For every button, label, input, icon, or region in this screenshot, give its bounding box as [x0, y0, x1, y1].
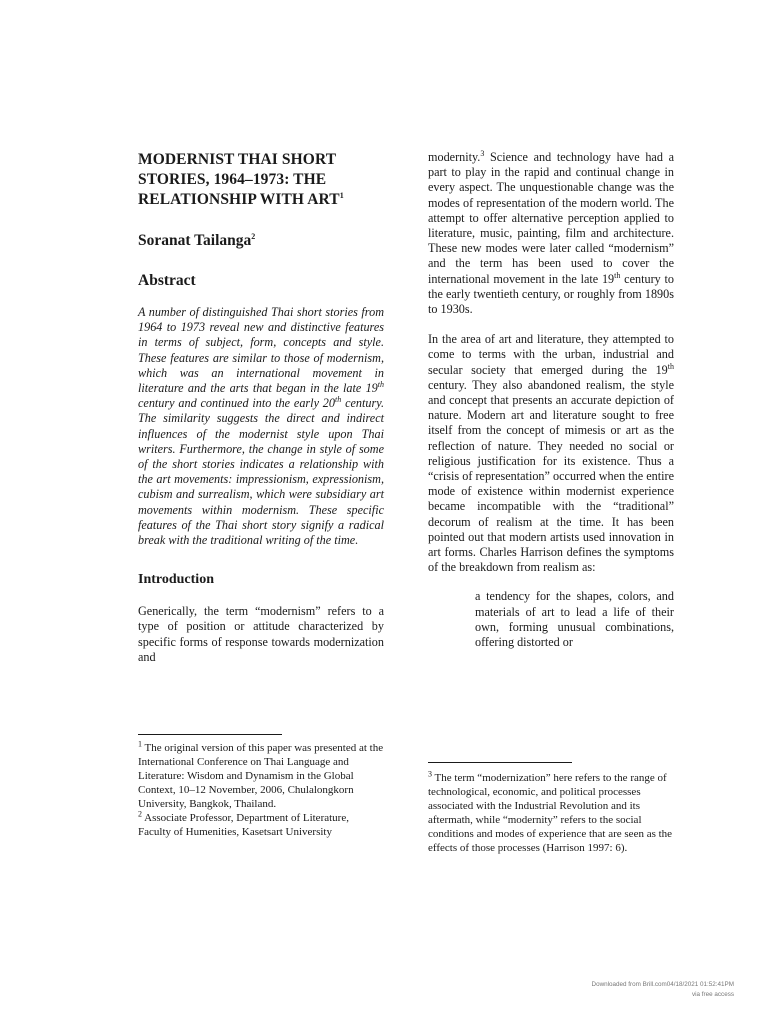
abstract-text	[138, 305, 384, 548]
right-p2-a: In the area of art and literature, they attempted to come to terms with the urban, industrial and secular society that emerged during the 19	[428, 332, 674, 377]
footnote-3	[428, 771, 674, 855]
abstract-sup-b: th	[335, 395, 342, 405]
footnote-3-mark: 3	[428, 769, 432, 779]
right-p1-b: Science and technology have had a part to play in the rapid and continual change in every aspect. The unquestionable change was the modes of representation of the modern world. The attempt to offer alternative perception applied to literature, music, painting, film and architecture. These new modes were later called “modernism” and the term has been used to cover the international movement in the late 19	[428, 150, 674, 286]
block-quote: a tendency for the shapes, colors, and materials of art to lead a life of their own, forming unusual combinations, offering distorted or	[475, 589, 674, 650]
footnote-3-text: The term “modernization” here refers to the range of technological, economic, and political processes associated with the Industrial Revolution and its aftermath, while “modernity” refers to the social conditions and modes of experience that are seen as the effects of those processes (Harrison 1997: 6).	[428, 772, 673, 854]
footnote-2-text: Associate Professor, Department of Literature, Faculty of Humenities, Kasetsart University	[138, 812, 349, 838]
footnote-3-ref-mark[interactable]: 3	[480, 148, 485, 158]
abstract-text-b: century and continued into the early 20	[138, 396, 335, 411]
footnote-rule	[138, 734, 282, 735]
right-footnotes	[428, 762, 674, 855]
access-notice: via free access	[692, 991, 734, 998]
title-footnote-mark[interactable]: 1	[339, 190, 344, 200]
download-notice: Downloaded from Brill.com04/18/2021 01:52:41PM	[591, 981, 734, 988]
right-paragraph-2	[428, 332, 674, 575]
introduction-paragraph: Generically, the term “modernism” refers to a type of position or attitude characterized by specific forms of response towards modernization and	[138, 604, 384, 664]
right-p1-a: modernity.	[428, 150, 481, 164]
abstract-text-c: century. The similarity suggests the direct and indirect influences of the modernist style upon Thai writers. Furthermore, the change in style of some of the short stories indicates a relationship with the art movements: impressionism, expressionism, cubism and surrealism, which were subsidiary art movements within modernism. These specific features of the Thai short story signify a radical break with the traditional writing of the time.	[138, 396, 384, 548]
right-paragraph-1	[428, 150, 674, 317]
paper-title	[138, 150, 384, 210]
left-column	[138, 150, 384, 665]
title-line-2: STORIES, 1964–1973: THE	[138, 171, 327, 188]
footnote-rule-right	[428, 762, 572, 763]
right-p1-sup: th	[614, 270, 621, 280]
right-p1-c: century to the early twentieth century, or roughly from 1890s to 1930s.	[428, 271, 674, 317]
abstract-text-a: A number of distinguished Thai short stories from 1964 to 1973 reveal new and distinctive features in terms of subject, form, concepts and style. These features are similar to those of modernism, which was an international movement in literature and the arts that began in the late 19	[138, 305, 384, 396]
author-name-text: Soranat Tailanga	[138, 232, 252, 249]
author-name	[138, 232, 384, 250]
right-p2-b: century. They also abandoned realism, the style and concept that presents an accurate depiction of nature. Modern art and literature sought to free itself from the concept of mimesis or art as the reflection of nature. They needed no social or religious justification for its existence. Thus a “crisis of representation” occurred when the entire mode of existence within modernist experience became incompatible with the “traditional” decorum of realism at the time. It has been pointed out that modern artists used innovation in art forms. Charles Harrison defines the symptoms of the breakdown from realism as:	[428, 377, 674, 575]
abstract-sup-a: th	[377, 379, 384, 389]
footnote-1	[138, 741, 384, 811]
right-column	[428, 150, 674, 650]
title-line-1: MODERNIST THAI SHORT	[138, 151, 337, 168]
footnote-2	[138, 811, 384, 839]
footnote-1-text: The original version of this paper was presented at the International Conference on Thai Language and Literature: Wisdom and Dynamism in the Global Context, 10–12 November, 2006, Chulalongkorn University, Bangkok, Thailand.	[138, 742, 384, 810]
footnote-2-mark: 2	[138, 809, 142, 819]
title-line-3: RELATIONSHIP WITH ART	[138, 191, 340, 208]
footnote-1-mark: 1	[138, 739, 142, 749]
left-footnotes	[138, 734, 384, 839]
introduction-heading: Introduction	[138, 572, 214, 588]
author-footnote-mark[interactable]: 2	[251, 231, 256, 241]
abstract-heading: Abstract	[138, 272, 196, 289]
right-p2-sup: th	[667, 361, 674, 371]
